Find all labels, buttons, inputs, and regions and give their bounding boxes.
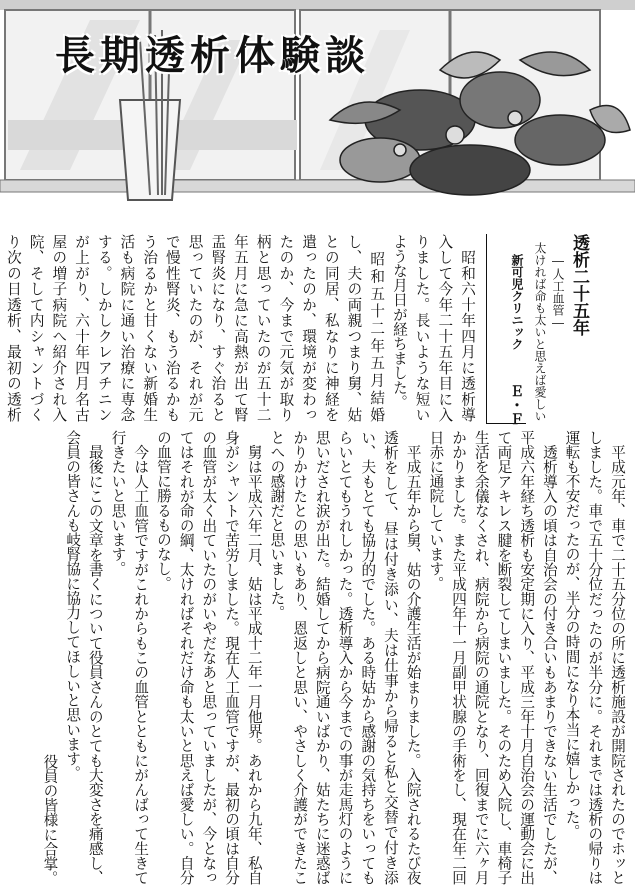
header-illustration [0, 0, 635, 214]
author-name: Ｅ・Ｆ [508, 384, 524, 426]
paragraph: 今は人工血管ですがこれからもこの血管とともにがんばって生きて行きたいと思います。 [109, 430, 150, 885]
article-byline [486, 234, 594, 424]
paragraph: 昭和六十年四月に透析導入して今年二十五年目に入りました。長いような短いような月日が経ちました。 [390, 234, 476, 422]
paragraph: 舅は平成六年二月、姑は平成十二年一月他界。あれから九年、私自身がシャントで苦労しました。現在人工血管ですが、最初の頃は自分の血管が太く出ていたのがいやだなあと思っていましたが、今となってはそれが命の綱、太ければそれだけ命も太いと思えば愛しい。自分の血管に勝るものなし。 [154, 430, 263, 885]
paragraph: 最後にこの文章を書くについて役員さんのとても大変さを痛感し、会員の皆さんも岐腎協に協力してほしいと思います。 [64, 430, 104, 885]
paragraph: 平成五年から舅、姑の介護生活が始まりました。入院されるたび夜透析をして、昼は付き添い、夫は仕事から帰ると私と交替で付き添い、夫もとても協力的でした。ある時姑から感謝の気持ちをいってもらいとてもうれしかった。透析導入から今までの事が走馬灯のように思いだされ涙が出た。結婚してから病院通いばかり、姑たちに迷惑ばかりかけたとの思いもあり、恩返しと思い、やさしく介護ができたことへの感謝だと思いました。 [268, 430, 422, 885]
article-heading: 透析二十五年 [569, 234, 589, 336]
paragraph: 透析導入の頃は自治会の付き合いもあまりできない生活でしたが、平成六年経ち透析も安定期に入り、平成三年十月自治会の運動会に出て両足アキレス腱を断裂してしまいました。そのため入院し、車椅子生活を余儀なくされ、病院から病院の通院となり、回復までに六ヶ月かかりました。また平成四年十一月副甲状腺の手術をし、現在年二回日赤に通院しています。 [427, 430, 558, 885]
paragraph: 平成元年、車で二十五分位の所に透析施設が開院されたのでホッとしました。車で五十分位だったのが半分に。それまでは透析の帰りは運転も不安だったのが、半分の時間になり本当に嬉しかった。 [563, 430, 626, 885]
author-clinic: 新可児クリニック [510, 254, 524, 350]
article-tagline: 太ければ命も太いと思えば愛しい [533, 242, 547, 422]
paragraph: 昭和五十二年五月結婚し、夫の両親つまり舅、姑との同居、私なりに神経を遣ったのか、環境が変わったのか、今まで元気が取り柄と思っていたのが五十二年五月に急に高熱が出て腎盂腎炎になり、すぐ治ると思っていたのが、それが元で慢性腎炎、もう治るかもう治るかと甘くない新婚生活も病院に通い治療に専念する。しかしクレアチニンが上がり、六十年四月名古屋の増子病院へ紹介され入院、そして内シャントづくり次の日透析、最初の透析 [4, 234, 386, 422]
page-title: 長期透析体験談 [55, 32, 370, 79]
body-top-tier [4, 234, 478, 422]
body-bottom-tier [8, 430, 628, 885]
article-subheading: ―人工血管― [551, 254, 565, 330]
byline-rule-left [486, 234, 487, 424]
closing-line: 役員の皆様に合掌。 [41, 753, 59, 885]
